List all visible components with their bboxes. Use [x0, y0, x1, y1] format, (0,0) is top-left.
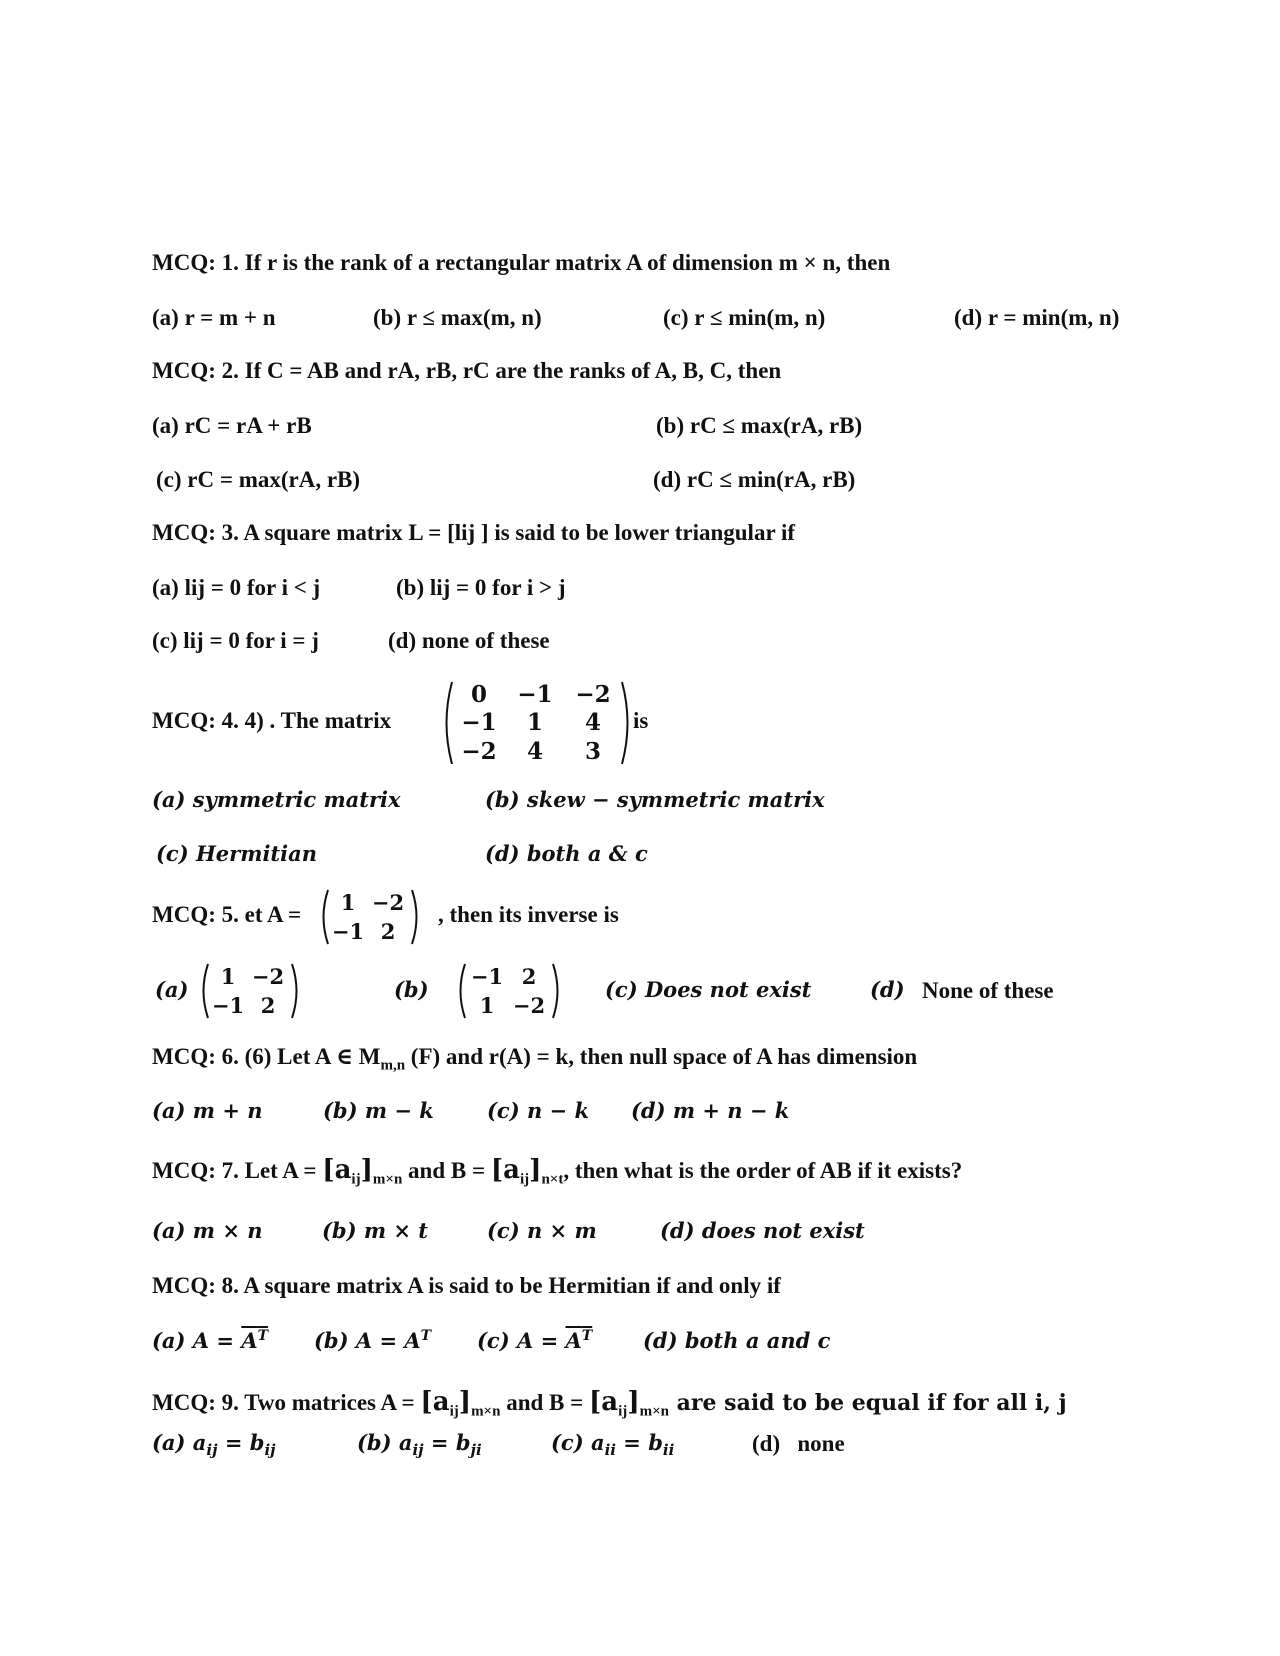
q7-option-b: (b) m × t	[322, 1218, 429, 1243]
q5-option-a-cell: −1	[211, 993, 245, 1018]
q8-option-c	[477, 1328, 592, 1353]
q6-option-a: (a) m + n	[152, 1098, 263, 1123]
q5-option-c: (c) Does not exist	[605, 977, 812, 1002]
q9-stem-mid: and B =	[500, 1390, 589, 1415]
q9-matrix-a-close: ]	[458, 1387, 472, 1417]
q5-option-a-cell: −2	[251, 964, 285, 989]
q5-option-b-cell: 2	[521, 964, 537, 989]
q2-stem: MCQ: 2. If C = AB and rA, rB, rC are the ranks of A, B, C, then	[152, 358, 782, 383]
q4-option-d: (d) both a & c	[485, 841, 648, 866]
q8-option-a-label: (a) A =	[152, 1328, 242, 1353]
q5-matrix-cell: 2	[380, 919, 396, 944]
q6-option-b: (b) m − k	[323, 1098, 434, 1123]
q7-matrix-b-index: ij	[519, 1171, 530, 1188]
q8-option-b	[314, 1328, 431, 1353]
q5-option-b-cell: −2	[512, 993, 546, 1018]
q3-stem: MCQ: 3. A square matrix L = [lij ] is said to be lower triangular if	[152, 520, 796, 545]
q7-matrix-a-index: ij	[351, 1171, 361, 1188]
q3-option-b: (b) lij = 0 for i > j	[396, 575, 566, 600]
q4-option-a: (a) symmetric matrix	[152, 787, 401, 812]
q8-stem: MCQ: 8. A square matrix A is said to be Hermitian if and only if	[152, 1273, 781, 1298]
q1-stem: MCQ: 1. If r is the rank of a rectangular matrix A of dimension m × n, then	[152, 250, 891, 275]
q7-stem-mid: and B =	[402, 1158, 491, 1183]
q9-option-d-label: (d)	[752, 1431, 781, 1456]
q7-option-a: (a) m × n	[152, 1218, 263, 1243]
q5-option-a-matrix	[198, 962, 302, 1020]
q7-option-c: (c) n × m	[487, 1218, 597, 1243]
q9-matrix-a-order: m×n	[471, 1403, 501, 1420]
q7-matrix-a-order: m×n	[372, 1171, 403, 1188]
q7-matrix-b-order: n×t	[541, 1171, 564, 1188]
q9-stem-end: are said to be equal if for all i, j	[669, 1390, 1067, 1416]
q9-option-a-label: (a) a	[152, 1430, 207, 1455]
q8-option-a-sup: T	[257, 1328, 269, 1344]
q2-option-d: (d) rC ≤ min(rA, rB)	[653, 467, 856, 492]
q7-matrix-b-open: [a	[490, 1155, 520, 1185]
q9-option-c-sub1: ii	[604, 1441, 616, 1460]
q4-matrix-cell: 0	[470, 680, 487, 708]
q8-option-d: (d) both a and c	[643, 1328, 831, 1353]
q4-option-b: (b) skew − symmetric matrix	[485, 787, 825, 812]
q4-matrix-cell: −2	[461, 738, 497, 766]
q5-matrix	[318, 888, 422, 946]
q8-option-a	[152, 1328, 268, 1353]
q7-stem-start: MCQ: 7. Let A =	[152, 1158, 323, 1183]
q5-option-a-cell: 2	[260, 993, 276, 1018]
q8-option-c-conj	[565, 1328, 592, 1353]
q1-option-a: (a) r = m + n	[152, 305, 276, 330]
q9-option-d	[752, 1431, 845, 1457]
q9-option-b-sub2: ji	[470, 1441, 482, 1460]
q4-stem: MCQ: 4. 4) . The matrix	[152, 708, 392, 733]
q4-matrix	[440, 680, 634, 766]
q2-option-b: (b) rC ≤ max(rA, rB)	[656, 413, 863, 438]
q4-option-c: (c) Hermitian	[156, 841, 317, 866]
q8-option-b-sup: T	[420, 1328, 432, 1344]
q2-option-c: (c) rC = max(rA, rB)	[156, 467, 361, 492]
q9-option-c-label: (c) a	[551, 1430, 605, 1455]
q5-matrix-cell: −2	[371, 890, 405, 915]
q9-matrix-a-open: [a	[420, 1387, 450, 1417]
q9-option-a-sub1: ij	[206, 1441, 218, 1460]
q9-option-a	[152, 1430, 276, 1459]
q4-matrix-cell: 4	[526, 738, 543, 766]
q7-stem-end: , then what is the order of AB if it exists?	[563, 1158, 963, 1183]
q6-option-c: (c) n − k	[487, 1098, 590, 1123]
q4-stem-end: is	[633, 708, 649, 733]
q5-matrix-cell: −1	[331, 919, 365, 944]
q9-stem	[152, 1387, 1067, 1421]
q9-matrix-b-close: ]	[627, 1387, 640, 1417]
q1-option-b: (b) r ≤ max(m, n)	[373, 305, 542, 330]
q4-matrix-cell: 3	[584, 738, 601, 766]
q9-option-b-rhs: = b	[423, 1430, 471, 1455]
q8-option-a-conj	[241, 1328, 268, 1353]
q5-option-d-label: (d)	[870, 977, 905, 1002]
q5-matrix-cell: 1	[340, 890, 356, 915]
q5-option-a-label: (a)	[155, 977, 189, 1002]
q8-option-b-label: (b) A = A	[314, 1328, 421, 1353]
q9-option-c-sub2: ii	[662, 1441, 675, 1460]
q1-option-c: (c) r ≤ min(m, n)	[663, 305, 826, 330]
q8-option-c-label: (c) A =	[477, 1328, 566, 1353]
q7-option-d: (d) does not exist	[660, 1218, 865, 1243]
q4-matrix-cell: −2	[575, 680, 611, 708]
q9-option-b-sub1: ij	[412, 1441, 424, 1460]
q5-stem-end: , then its inverse is	[438, 902, 619, 927]
q5-option-b-label: (b)	[394, 977, 429, 1002]
q5-option-d-text: None of these	[922, 978, 1054, 1003]
q9-option-b	[357, 1430, 482, 1459]
q9-option-a-sub2: ij	[264, 1441, 276, 1460]
q6-stem-end: (F) and r(A) = k, then null space of A has dimension	[405, 1044, 918, 1069]
q9-matrix-a-index: ij	[449, 1403, 459, 1420]
q7-matrix-a-close: ]	[360, 1155, 373, 1185]
q5-option-a-cell: 1	[220, 964, 236, 989]
q8-option-c-base: A	[565, 1328, 582, 1353]
q9-option-d-text: none	[797, 1431, 845, 1456]
q6-stem-subscript: m,n	[380, 1057, 406, 1074]
q3-option-c: (c) lij = 0 for i = j	[152, 628, 319, 653]
q9-option-b-label: (b) a	[357, 1430, 413, 1455]
q6-stem-start: MCQ: 6. (6) Let A ∈ M	[152, 1044, 381, 1069]
q6-option-d: (d) m + n − k	[631, 1098, 790, 1123]
q5-option-b-matrix	[455, 962, 563, 1020]
q8-option-c-sup: T	[581, 1328, 593, 1344]
q4-matrix-cell: −1	[461, 709, 497, 737]
q5-option-b-cell: 1	[479, 993, 495, 1018]
q9-matrix-b-index: ij	[618, 1403, 628, 1420]
q3-option-a: (a) lij = 0 for i < j	[152, 575, 321, 600]
q6-stem	[152, 1043, 917, 1075]
q3-option-d: (d) none of these	[388, 628, 550, 653]
q9-matrix-b-open: [a	[588, 1387, 619, 1417]
q9-option-c	[551, 1430, 674, 1459]
q8-option-a-base: A	[241, 1328, 258, 1353]
q7-matrix-b-close: ]	[529, 1155, 542, 1185]
q9-matrix-b-order: m×n	[639, 1403, 670, 1420]
q7-stem	[152, 1155, 962, 1189]
q4-matrix-cell: 4	[584, 709, 601, 737]
q2-option-a: (a) rC = rA + rB	[152, 413, 312, 438]
q5-stem: MCQ: 5. et A =	[152, 902, 302, 927]
q9-stem-start: MCQ: 9. Two matrices A =	[152, 1390, 421, 1415]
q1-option-d: (d) r = min(m, n)	[954, 305, 1120, 330]
q4-matrix-cell: 1	[526, 709, 543, 737]
q4-matrix-cell: −1	[517, 680, 553, 708]
q5-option-b-cell: −1	[470, 964, 504, 989]
q9-option-c-rhs: = b	[615, 1430, 663, 1455]
q7-matrix-a-open: [a	[322, 1155, 352, 1185]
q9-option-a-rhs: = b	[217, 1430, 265, 1455]
